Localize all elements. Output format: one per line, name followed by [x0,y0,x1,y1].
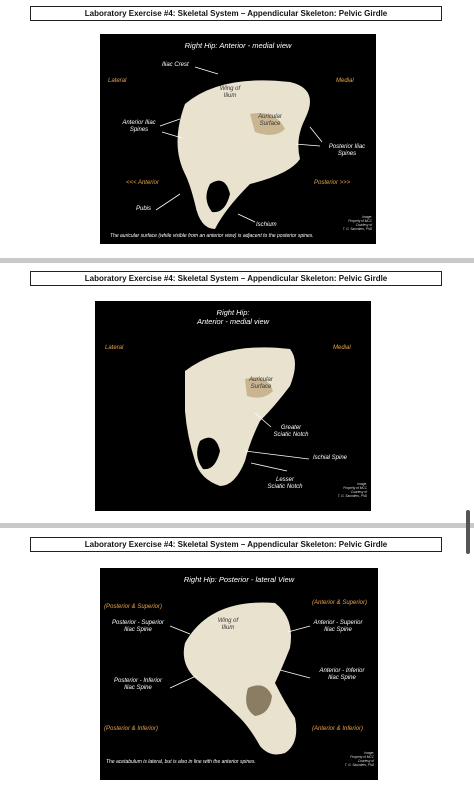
label-lateral: Lateral [108,78,127,84]
label-asis: Anterior - Superior Iliac Spine [313,620,363,633]
label-ischium: Ischium [256,222,277,228]
label-aiis: Anterior - Inferior Iliac Spine [319,668,365,681]
label-anterior-iliac-spines: Anterior Iliac Spines [122,120,156,133]
label-ischial-spine: Ischial Spine [313,455,348,461]
slide-title: Right Hip: Posterior - lateral View [183,575,295,584]
label-wing-of-ilium: Wing of Ilium [217,618,239,631]
arrow-ischial-spine [245,451,309,459]
label-pubis: Pubis [136,206,152,212]
slide-posterior-lateral [100,568,378,780]
label-anterior-superior: (Anterior & Superior) [312,600,368,606]
arrow-ischium [238,214,255,222]
label-medial: Medial [336,78,354,84]
label-lateral: Lateral [105,345,124,351]
label-wing-of-ilium: Wing of Ilium [219,86,241,99]
label-iliac-crest: Iliac Crest [162,62,189,68]
label-posterior-iliac-spines: Posterior Iliac Spines [328,144,366,157]
arrow-aiis [280,670,310,678]
arrow-pubis [156,194,180,210]
slide-anterior-medial-1 [100,34,376,244]
label-medial: Medial [333,345,351,351]
scrollbar-thumb[interactable] [466,510,470,554]
label-posterior-arrow: Posterior >>> [314,180,351,186]
label-auricular-surface: Auricular Surface [258,114,282,127]
hip-bone-shape [178,80,311,229]
hip-bone-image [95,301,371,511]
image-credit: Image: Property of MCC Courtesy of T. G. Saunders, PhD [337,482,367,498]
slide-caption: The acetabulum is lateral, but is also in line with the anterior spines. [106,759,256,765]
page-header-3: Laboratory Exercise #4: Skeletal System – Appendicular Skeleton: Pelvic Girdle [30,537,442,552]
label-posterior-superior: (Posterior & Superior) [104,604,163,610]
arrow-iliac-crest [195,67,218,74]
arrow-psis [170,626,190,634]
arrow-piis [170,676,196,688]
label-lesser-sciatic-notch: Lesser Sciatic Notch [267,477,303,490]
label-posterior-inferior: (Posterior & Inferior) [104,726,159,732]
slide-caption: The auricular surface (while visible from an anterior view) is adjacent to the posterior spines. [110,233,314,239]
page-2 [0,263,474,523]
page-1 [0,0,474,258]
arrow-post-spines-2 [295,144,320,146]
page-header-2: Laboratory Exercise #4: Skeletal System – Appendicular Skeleton: Pelvic Girdle [30,271,442,286]
slide-anterior-medial-2 [95,301,371,511]
page-header-1: Laboratory Exercise #4: Skeletal System – Appendicular Skeleton: Pelvic Girdle [30,6,442,21]
image-credit: Image: Property of MCC Courtesy of T. G. Saunders, PhD [342,215,372,231]
label-greater-sciatic-notch: Greater Sciatic Notch [273,425,309,438]
arrow-post-spines-1 [310,127,322,142]
label-psis: Posterior - Superior Iliac Spine [111,620,165,633]
page-3 [0,528,474,786]
arrow-lesser-sciatic [251,463,287,471]
label-anterior-inferior: (Anterior & Inferior) [312,726,364,732]
slide-title: Right Hip: Anterior - medial view [196,308,270,326]
label-anterior-arrow: <<< Anterior [126,180,159,186]
label-auricular-surface: Auricular Surface [249,377,273,390]
label-piis: Posterior - Inferior Iliac Spine [113,678,162,691]
slide-title: Right Hip: Anterior - medial view [184,41,292,50]
image-credit: Image: Property of MCC Courtesy of T. G. Saunders, PhD [344,751,374,767]
